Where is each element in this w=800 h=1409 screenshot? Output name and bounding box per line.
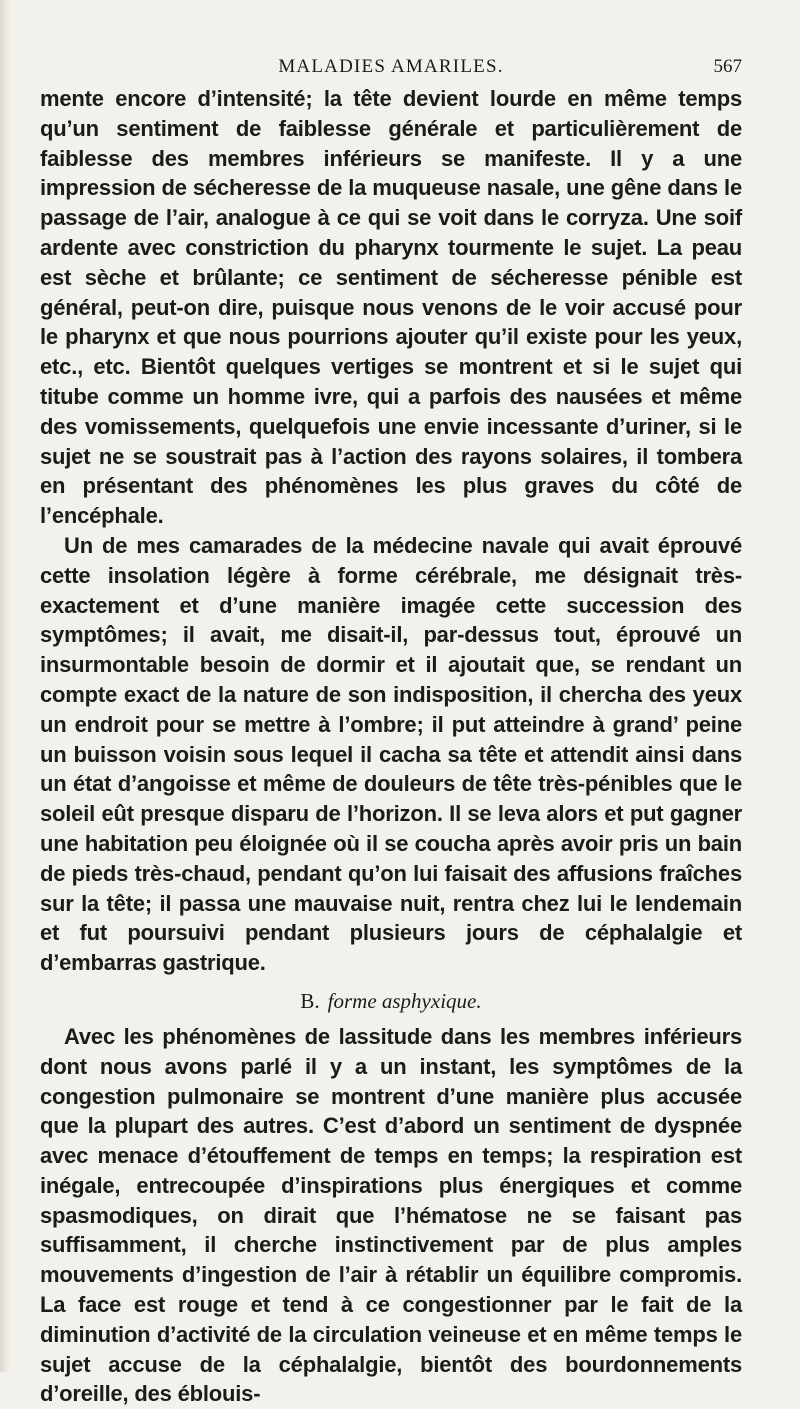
book-page <box>40 0 742 1409</box>
paragraph-asphyxique: Avec les phénomènes de lassitude dans les membres inférieurs dont nous avons parlé il y a un instant, les symptômes de la congestion pulmonaire se montrent d’une manière plus accusée que la plupart des autres. C’est d’abord un sentiment de dyspnée avec menace d’étouffement de temps en temps; la respiration est inégale, entrecoupée d’inspirations plus énergiques et comme spasmodiques, on dirait que l’hématose ne se faisant pas suffisamment, il cherche instinctivement par de plus amples mouvements d’ingestion de l’air à rétablir un équilibre compromis. La face est rouge et tend à ce congestionner par le fait de la diminution d’activité de la circulation veineuse et en même temps le sujet accuse de la céphalalgie, bientôt des bourdonnements d’oreille, des éblouis- <box>40 1023 742 1407</box>
section-heading <box>40 986 742 1016</box>
running-title: MALADIES AMARILES. <box>278 56 504 77</box>
paragraph-continuation: mente encore d’intensité; la tête devient lourde en même temps qu’un sentiment de faiblesse générale et particulièrement de faiblesse des membres inférieurs se manifeste. Il y a une impression de sécheresse de la muqueuse nasale, une gêne dans le passage de l’air, analogue à ce qui se voit dans le corryza. Une soif ardente avec constriction du pharynx tourmente le sujet. La peau est sèche et brûlante; ce sentiment de sécheresse pénible est général, peut-on dire, puisque nous venons de le voir accusé pour le pharynx et que nous pourrions ajouter qu’il existe pour les yeux, etc., etc. Bientôt quelques vertiges se montrent et si le sujet qui titube comme un homme ivre, qui a parfois des nausées et même des vomissements, quelquefois une envie incessante d’uriner, si le sujet ne se soustrait pas à l’action des rayons solaires, il tombera en présentant des phénomènes les plus graves du côté de l’encéphale. <box>40 86 742 529</box>
paragraph-camarade-account: Un de mes camarades de la médecine navale qui avait éprouvé cette insolation légère à forme cérébrale, me désignait très-exactement et d’une manière imagée cette succession des symptômes; il avait, me disait-il, par-dessus tout, éprouvé un insurmontable besoin de dormir et il ajoutait que, se rendant un compte exact de la nature de son indisposition, il chercha des yeux un endroit pour se mettre à l’ombre; il put atteindre à grand’ peine un buisson voisin sous lequel il cacha sa tête et attendit ainsi dans un état d’angoisse et même de douleurs de tête très-pénibles que le soleil eût presque disparu de l’horizon. Il se leva alors et put gagner une habitation peu éloignée où il se coucha après avoir pris un bain de pieds très-chaud, pendant qu’on lui faisait des affusions fraîches sur la tête; il passa une mauvaise nuit, rentra chez lui le lendemain et fut poursuivi pendant plusieurs jours de céphalalgie et d’embarras gastrique. <box>40 532 742 976</box>
page-header <box>40 0 742 80</box>
page-number: 567 <box>713 56 742 77</box>
section-label: B. <box>300 988 320 1013</box>
section-title: forme asphyxique. <box>327 988 482 1013</box>
page-edge-shadow <box>0 0 10 1372</box>
